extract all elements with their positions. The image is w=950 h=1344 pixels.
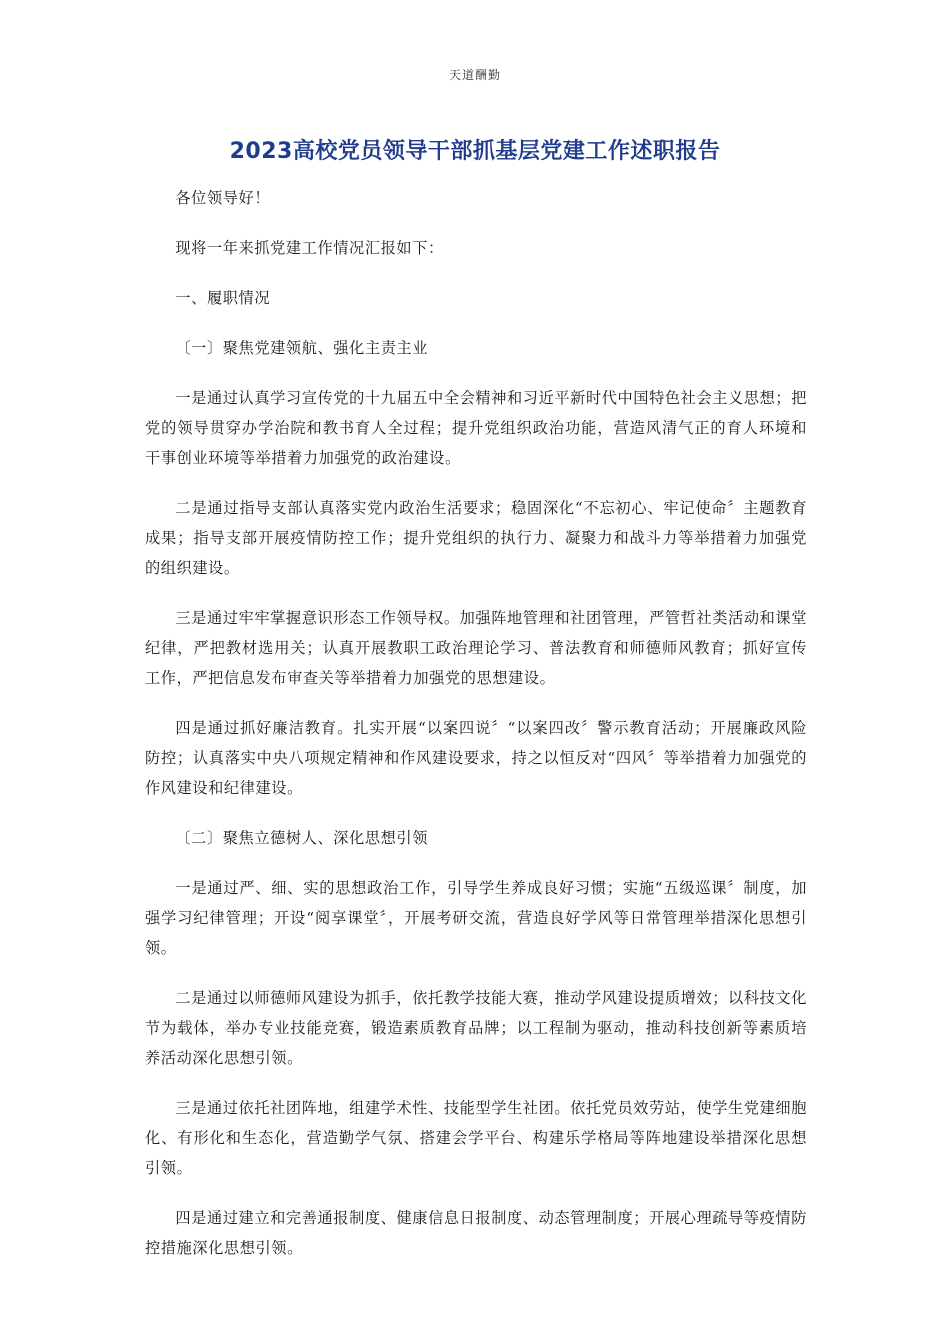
paragraph: 二是通过以师德师风建设为抓手，依托教学技能大赛，推动学风建设提质增效；以科技文化节为载体，举办专业技能竞赛，锻造素质教育品牌；以工程制为驱动，推动科技创新等素质培养活动深化思想引领。 <box>145 989 807 1067</box>
paragraph: 三是通过牢牢掌握意识形态工作领导权。加强阵地管理和社团管理，严管哲社类活动和课堂纪律，严把教材选用关；认真开展教职工政治理论学习、普法教育和师德师风教育；抓好宣传工作，严把信息发布审查关等举措着力加强党的思想建设。 <box>145 609 807 687</box>
header-note: 天道酬勤 <box>448 68 501 82</box>
paragraph: 一是通过认真学习宣传党的十九届五中全会精神和习近平新时代中国特色社会主义思想；把党的领导贯穿办学治院和教书育人全过程；提升党组织政治功能，营造风清气正的育人环境和干事创业环境等举措着力加强党的政治建设。 <box>145 389 807 467</box>
document-body <box>145 183 807 1283</box>
paragraph: 三是通过依托社团阵地，组建学术性、技能型学生社团。依托党员效劳站，使学生党建细胞化、有形化和生态化，营造勤学气氛、搭建会学平台、构建乐学格局等阵地建设举措深化思想引领。 <box>145 1099 807 1177</box>
document-title: 2023高校党员领导干部抓基层党建工作述职报告 <box>229 139 721 164</box>
section-heading-1: 一、履职情况 <box>175 289 271 307</box>
paragraph: 四是通过建立和完善通报制度、健康信息日报制度、动态管理制度；开展心理疏导等疫情防控措施深化思想引领。 <box>145 1209 807 1257</box>
paragraph: 四是通过抓好廉洁教育。扎实开展“以案四说〞“以案四改〞警示教育活动；开展廉政风险防控；认真落实中央八项规定精神和作风建设要求，持之以恒反对“四风〞等举措着力加强党的作风建设和纪律建设。 <box>145 719 807 797</box>
paragraph: 二是通过指导支部认真落实党内政治生活要求；稳固深化“不忘初心、牢记使命〞主题教育成果；指导支部开展疫情防控工作；提升党组织的执行力、凝聚力和战斗力等举措着力加强党的组织建设。 <box>145 499 807 577</box>
paragraph-intro: 现将一年来抓党建工作情况汇报如下： <box>175 239 444 257</box>
subsection-heading-2: 〔二〕聚焦立德树人、深化思想引领 <box>175 829 428 847</box>
subsection-heading-1: 〔一〕聚焦党建领航、强化主责主业 <box>175 339 428 357</box>
paragraph-greeting: 各位领导好！ <box>175 189 271 207</box>
paragraph: 一是通过严、细、实的思想政治工作，引导学生养成良好习惯；实施“五级巡课〞制度，加强学习纪律管理；开设“阅享课堂〞，开展考研交流，营造良好学风等日常管理举措深化思想引领。 <box>145 879 807 957</box>
